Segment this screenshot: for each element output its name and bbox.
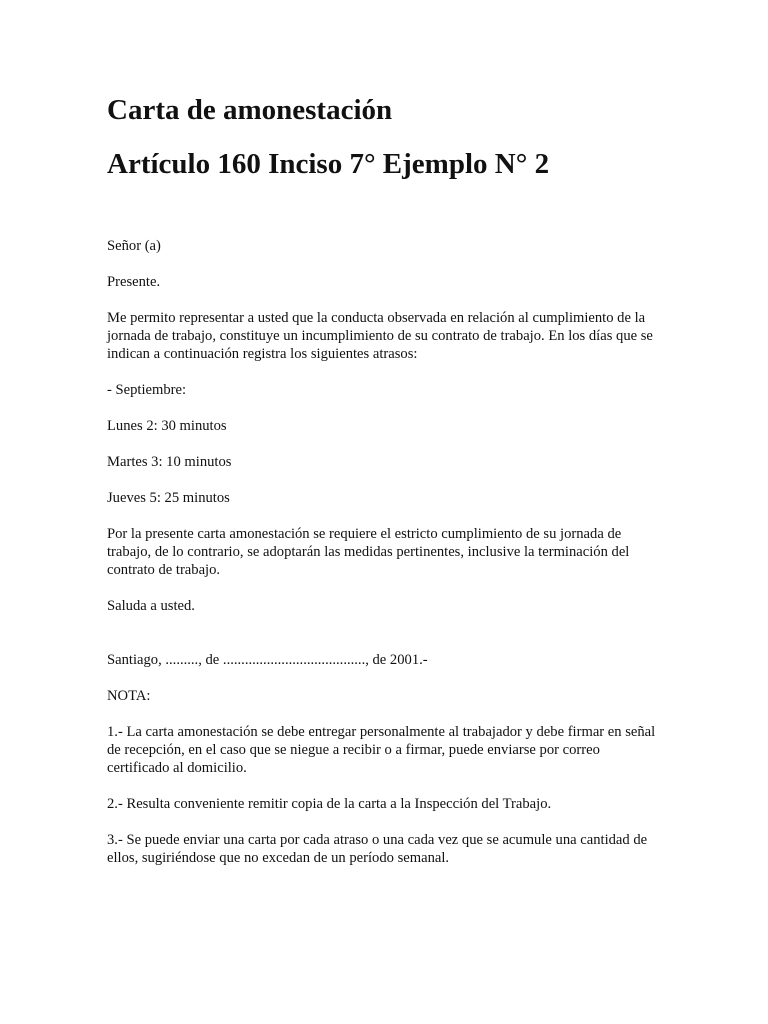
delay-item: Jueves 5: 25 minutos xyxy=(107,490,230,506)
delay-item: Martes 3: 10 minutos xyxy=(107,454,232,470)
requirement-paragraph: Por la presente carta amonestación se requiere el estricto cumplimiento de su jornada de trabajo, de lo contrario, se adoptarán las medidas pertinentes, inclusive la terminación del contrato de trabajo. xyxy=(107,526,630,578)
presente-line: Presente. xyxy=(107,274,161,290)
letter-body xyxy=(107,237,657,867)
note-item: 2.- Resulta conveniente remitir copia de la carta a la Inspección del Trabajo. xyxy=(107,796,552,812)
month-heading: - Septiembre: xyxy=(107,382,187,398)
note-item: 1.- La carta amonestación se debe entregar personalmente al trabajador y debe firmar en señal de recepción, en el caso que se niegue a recibir o a firmar, puede enviarse por correo certificado al domicilio. xyxy=(107,724,656,776)
document-title: Carta de amonestación xyxy=(107,94,393,126)
document-page xyxy=(107,92,657,885)
place-date-line: Santiago, ........., de ......................................., de 2001.- xyxy=(107,652,428,668)
closing-line: Saluda a usted. xyxy=(107,598,195,614)
intro-paragraph: Me permito representar a usted que la conducta observada en relación al cumplimiento de la jornada de trabajo, constituye un incumplimiento de su contrato de trabajo. En los días que se indican a continuación registra los siguientes atrasos: xyxy=(107,310,653,362)
salutation: Señor (a) xyxy=(107,238,161,254)
document-subtitle: Artículo 160 Inciso 7° Ejemplo N° 2 xyxy=(107,148,550,180)
delay-item: Lunes 2: 30 minutos xyxy=(107,418,227,434)
note-heading: NOTA: xyxy=(107,688,151,704)
note-item: 3.- Se puede enviar una carta por cada atraso o una cada vez que se acumule una cantidad de ellos, sugiriéndose que no excedan de un período semanal. xyxy=(107,832,648,866)
